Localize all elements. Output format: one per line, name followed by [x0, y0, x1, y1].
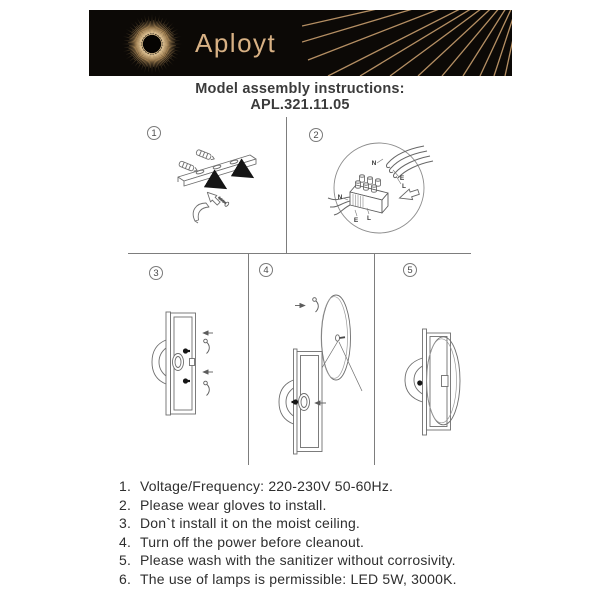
- step-5-diagram: [395, 320, 485, 440]
- note-number: 6.: [119, 570, 132, 587]
- note-text: Don`t install it on the moist ceiling.: [140, 515, 361, 532]
- note-number: 4.: [119, 533, 132, 550]
- note-number: 2.: [119, 496, 132, 513]
- wire-label-n: N: [371, 160, 377, 167]
- note-number: 5.: [119, 552, 132, 569]
- note-text: Please wear gloves to install.: [140, 496, 327, 513]
- model-number: APL.321.11.05: [250, 97, 350, 113]
- notes-list: [119, 477, 549, 589]
- divider-vertical-bottom-right: [374, 253, 375, 465]
- brand-name: Aployt: [195, 28, 277, 58]
- wire-label-e2: E: [353, 217, 359, 224]
- step-4-diagram: [268, 290, 368, 460]
- note-number: 3.: [119, 515, 132, 532]
- note-item: [119, 496, 549, 515]
- note-item: [119, 477, 549, 496]
- step-2-number: 2: [309, 128, 323, 142]
- decorative-rays-icon: [302, 10, 512, 76]
- note-number: 1.: [119, 478, 132, 494]
- sunburst-logo-icon: [118, 10, 186, 76]
- page-title: Model assembly instructions:: [195, 81, 405, 97]
- divider-vertical-bottom-left: [248, 253, 249, 465]
- note-text: Please wash with the sanitizer without corrosivity.: [140, 552, 456, 569]
- divider-horizontal: [128, 253, 471, 254]
- wire-label-n2: N: [337, 194, 343, 201]
- step-4-number: 4: [259, 263, 273, 277]
- note-item: [119, 570, 549, 589]
- step-3-diagram: [145, 300, 235, 425]
- wire-label-l2: L: [367, 215, 371, 222]
- step-3-number: 3: [149, 266, 163, 280]
- step-5-number: 5: [403, 263, 417, 277]
- note-item: [119, 514, 549, 533]
- note-item: [119, 551, 549, 570]
- note-item: [119, 533, 549, 552]
- note-text: Voltage/Frequency: 220-230V 50-60Hz.: [140, 478, 394, 494]
- wire-label-e: E: [399, 175, 405, 182]
- step-2-diagram: [325, 135, 475, 245]
- divider-vertical-top: [286, 117, 287, 253]
- step-1-diagram: [150, 140, 280, 240]
- brand-banner: [89, 10, 512, 76]
- step-1-number: 1: [147, 126, 161, 140]
- note-text: Turn off the power before cleanout.: [140, 533, 365, 550]
- note-text: The use of lamps is permissible: LED 5W, 3000K.: [140, 570, 457, 587]
- wire-label-l: L: [402, 183, 406, 190]
